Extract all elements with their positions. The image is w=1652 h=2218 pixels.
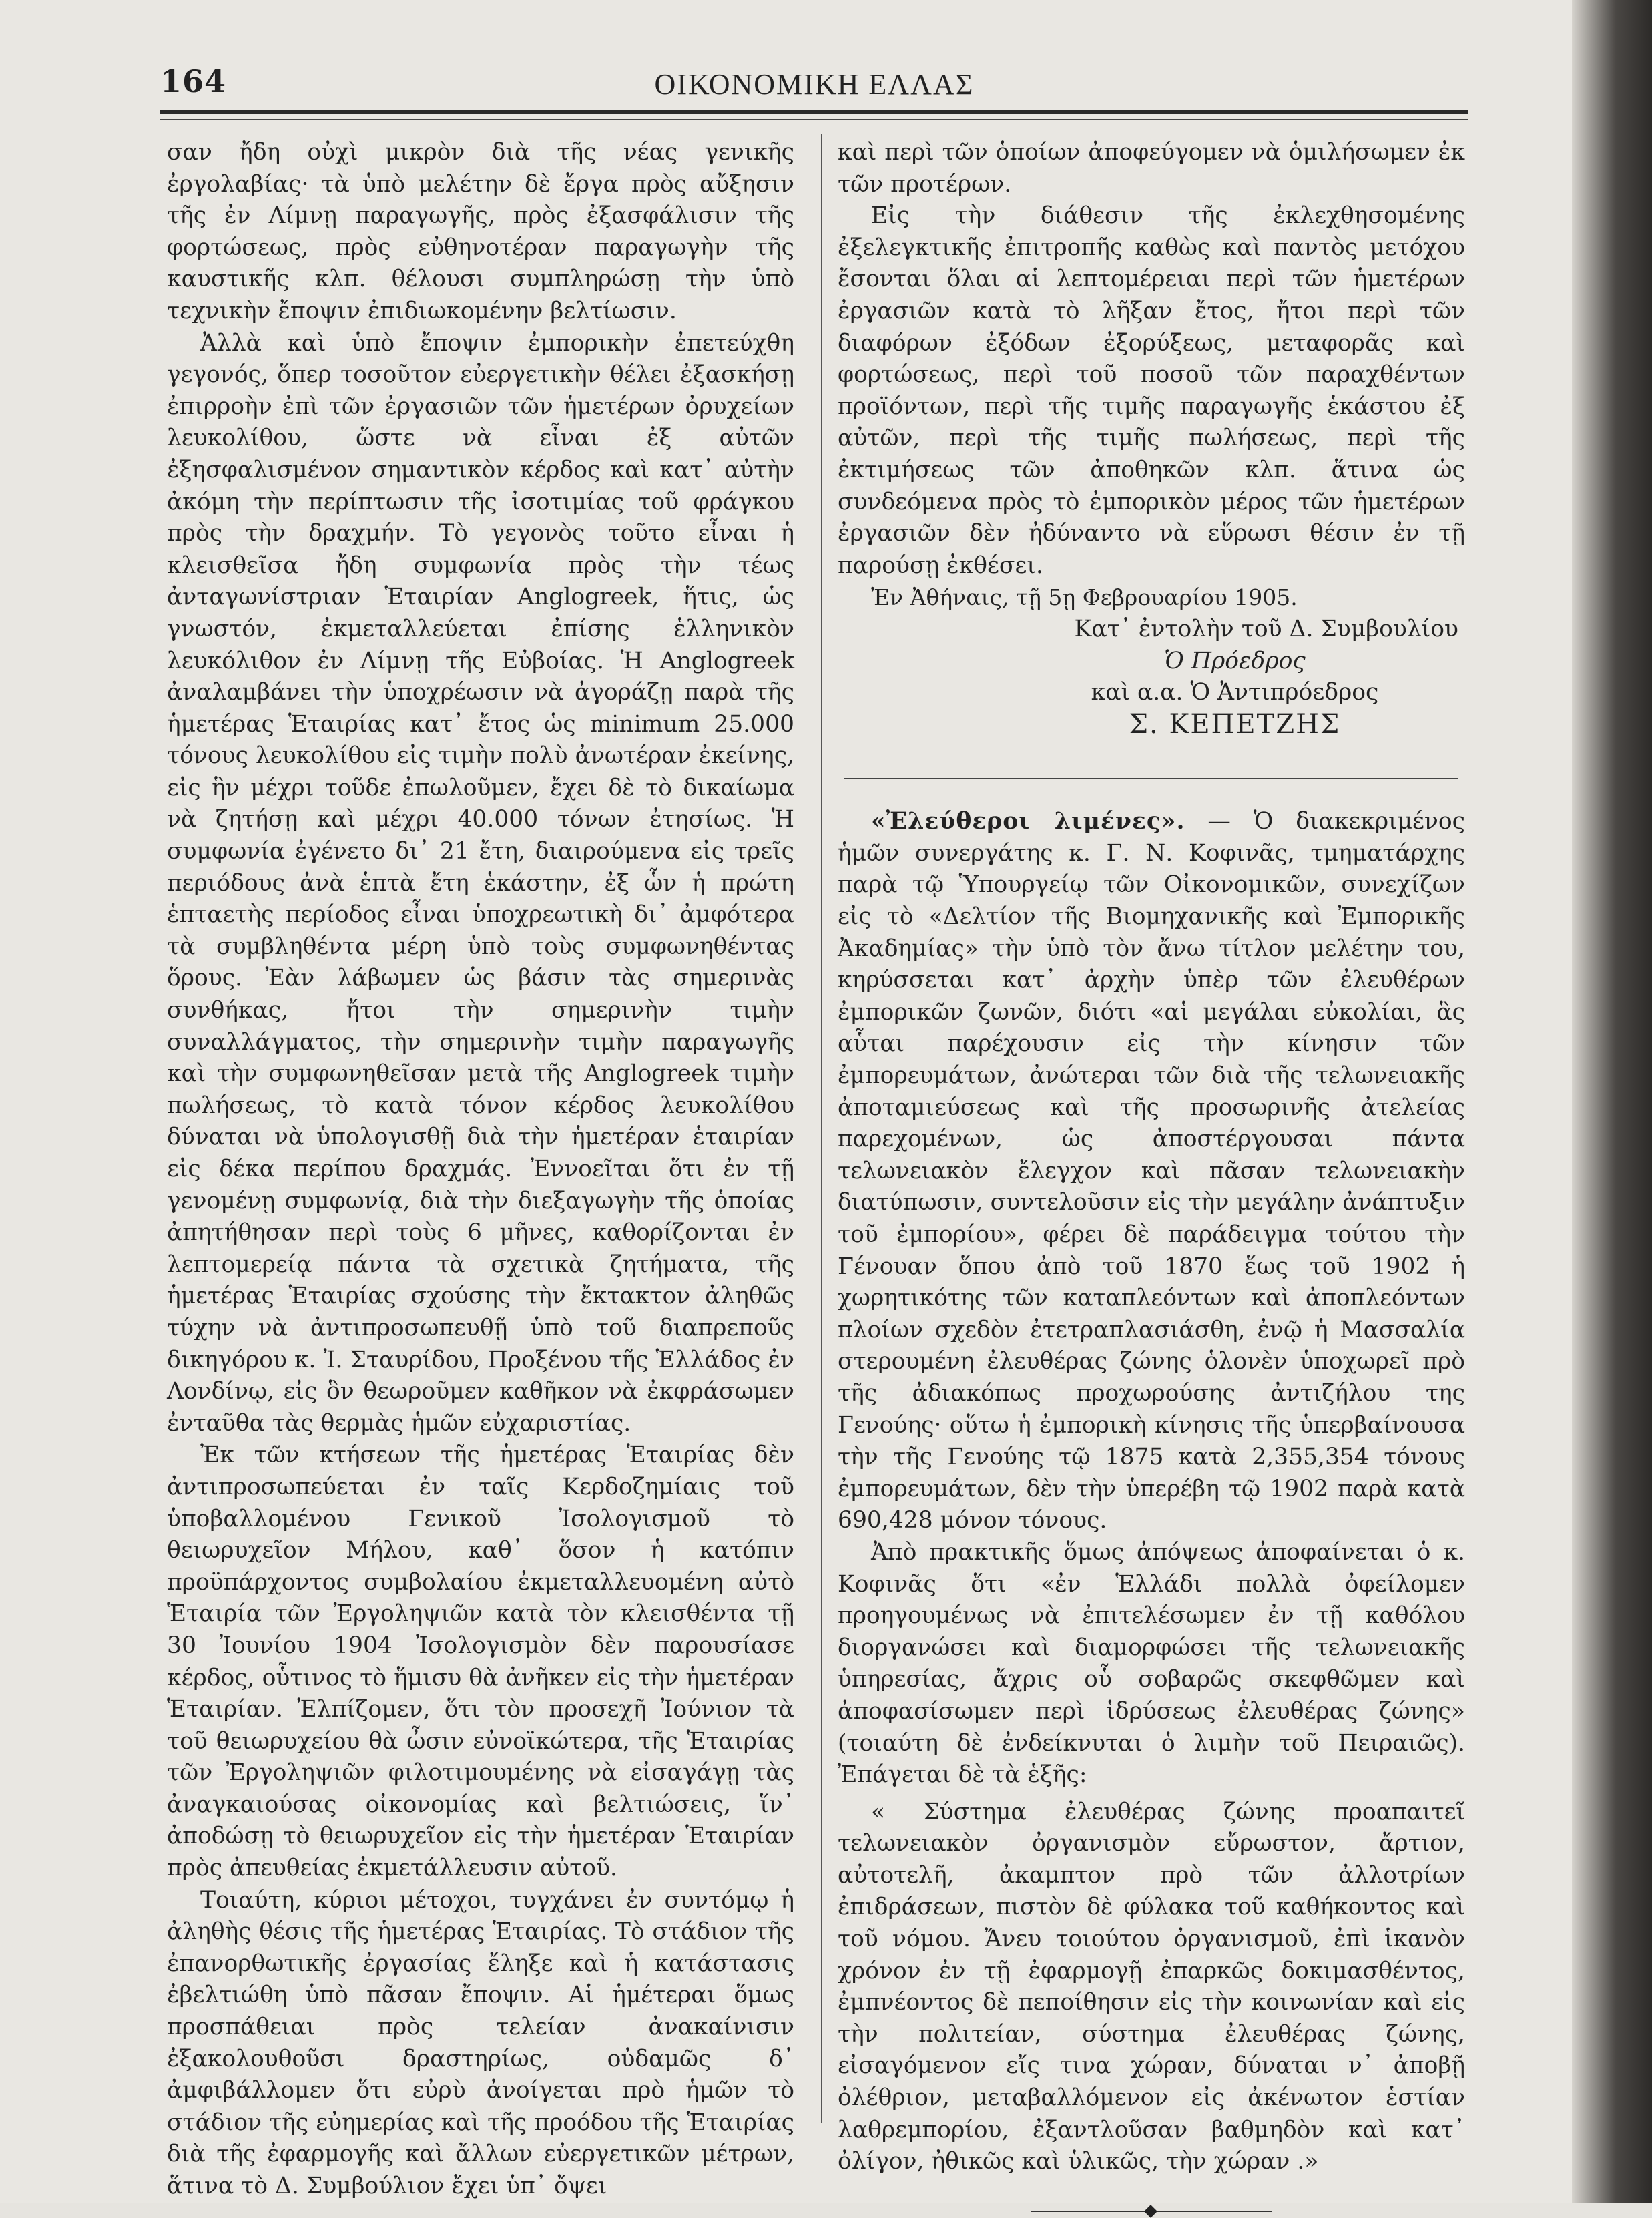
left-paragraph: Ἐκ τῶν κτήσεων τῆς ἡμετέρας Ἑταιρίας δὲν ἀντιπροσωπεύεται ἐν ταῖς Κερδοζημίαις τοῦ ὑποβαλλομένου Γενικοῦ Ἰσολογισμοῦ τὸ θειωρυχεῖον Μήλου, καθ᾽ ὅσον ἡ κατόπιν προϋπάρχοντος συμβολαίου ἐκμεταλλευομένη αὐτὸ Ἑταιρία τῶν Ἐργοληψιῶν κατὰ τὸν κλεισθέντα τῇ 30 Ἰουνίου 1904 Ἰσολογισμὸν δὲν παρουσίασε κέρδος, οὗτινος τὸ ἥμισυ θὰ ἀνῆκεν εἰς τὴν ἡμετέραν Ἑταιρίαν. Ἐλπίζομεν, ὅτι τὸν προσεχῆ Ἰούνιον τὰ τοῦ θειωρυχείου θὰ ὦσιν εὐνοϊκώτερα, τῆς Ἑταιρίας τῶν Ἐργοληψιῶν φιλοτιμουμένης νὰ εἰσαγάγῃ τὰς ἀναγκαιούσας οἰκονομίας καὶ βελτιώσεις, ἵν᾽ ἀποδώσῃ τὸ θειωρυχεῖον εἰς τὴν ἡμετέραν Ἑταιρίαν πρὸς ἀπευθείας ἐκμετάλλευσιν αὐτοῦ.	[167, 1441, 794, 1882]
dateline: Ἐν Ἀθήναις, τῇ 5ῃ Φεβρουαρίου 1905.	[871, 584, 1298, 611]
section-separator	[844, 778, 1458, 779]
signature-deputy: καὶ α.α. Ὁ Ἀντιπρόεδρος	[1091, 679, 1379, 706]
signature-mandate: Κατ᾽ ἐντολὴν τοῦ Δ. Συμβουλίου	[1074, 615, 1458, 642]
section-title: «Ἐλεύθεροι λιμένες».	[871, 808, 1185, 835]
running-title: ΟΙΚΟΝΟΜΙΚΗ ΕΛΛΑΣ	[654, 68, 975, 101]
ornament-diamond	[1144, 2205, 1157, 2218]
page-header	[160, 63, 1468, 117]
right-paragraph: Εἰς τὴν διάθεσιν τῆς ἐκλεχθησομένης ἐξελεγκτικῆς ἐπιτροπῆς καθὼς καὶ παντὸς μετόχου ἔσονται ὅλαι αἱ λεπτομέρειαι περὶ τῶν ἡμετέρων ἐργασιῶν κατὰ τὸ λῆξαν ἔτος, ἤτοι περὶ τῶν διαφόρων ἐξόδων ἐξορύξεως, μεταφορᾶς καὶ φορτώσεως, περὶ τοῦ ποσοῦ τῶν παραχθέντων προϊόντων, περὶ τῆς τιμῆς παραγωγῆς ἑκάστου ἐξ αὐτῶν, περὶ τῆς τιμῆς πωλήσεως, περὶ τῆς ἐκτιμήσεως τῶν ἀποθηκῶν κλπ. ἅτινα ὡς συνδεόμενα πρὸς τὸ ἐμπορικὸν μέρος τῶν ἡμετέρων ἐργασιῶν δὲν ἠδύναντο νὰ εὕρωσι θέσιν ἐν τῇ παρούσῃ ἐκθέσει.	[838, 202, 1465, 579]
signature-name: Σ. ΚΕΠΕΤΖΗΣ	[1129, 708, 1341, 740]
end-ornament	[1031, 2205, 1272, 2218]
header-rule-thin	[160, 119, 1468, 120]
left-column	[167, 137, 794, 2203]
right-paragraph: καὶ περὶ τῶν ὁποίων ἀποφεύγομεν νὰ ὁμιλήσωμεν ἐκ τῶν προτέρων.	[838, 139, 1465, 198]
page-number: 164	[160, 63, 227, 99]
left-paragraph: σαν ἤδη οὐχὶ μικρὸν διὰ τῆς νέας γενικῆς ἐργολαβίας· τὰ ὑπὸ μελέτην δὲ ἔργα πρὸς αὔξησιν τῆς ἐν Λίμνῃ παραγωγῆς, πρὸς ἐξασφάλισιν τῆς φορτώσεως, πρὸς εὐθηνοτέραν παραγωγὴν τῆς καυστικῆς κλπ. θέλουσι συμπληρώσῃ τὴν ὑπὸ τεχνικὴν ἔποψιν ἐπιδιωκομένην βελτίωσιν.	[167, 139, 794, 324]
signature-title: Ὁ Πρόεδρος	[1164, 647, 1306, 674]
right-column	[838, 137, 1465, 2218]
page-edge-shadow	[1572, 0, 1652, 2203]
quote-paragraph: « Σύστημα ἐλευθέρας ζώνης προαπαιτεῖ τελωνειακὸν ὀργανισμὸν εὔρωστον, ἄρτιον, αὐτοτελῆ, ἀκαμπτον πρὸ τῶν ἀλλοτρίων ἐπιδράσεων, πιστὸν δὲ φύλακα τοῦ καθήκοντος καὶ τοῦ νόμου. Ἄνευ τοιούτου ὀργανισμοῦ, ἐπὶ ἱκανὸν χρόνον ἐν τῇ ἐφαρμογῇ ἐπαρκῶς δοκιμασθέντος, ἐμπνέοντος δὲ πεποίθησιν εἰς τὴν κοινωνίαν καὶ εἰς τὴν πολιτείαν, σύστημα ἐλευθέρας ζώνης, εἰσαγόμενον εἴς τινα χώραν, δύναται ν᾽ ἀποβῇ ὀλέθριον, μεταβαλλόμενον εἰς ἀκένωτον ἑστίαν λαθρεμπορίου, ἐξαντλοῦσαν βαθμηδὸν καὶ κατ᾽ ὀλίγον, ἠθικῶς καὶ ὑλικῶς, τὴν χώραν .»	[838, 1798, 1465, 2175]
header-rule-thick	[160, 110, 1468, 114]
left-paragraph: Ἀλλὰ καὶ ὑπὸ ἔποψιν ἐμπορικὴν ἐπετεύχθη γεγονός, ὅπερ τοσοῦτον εὐεργετικὴν θέλει ἐξασκήσῃ ἐπιρροὴν ἐπὶ τῶν ἐργασιῶν τῶν ἡμετέρων ὀρυχείων λευκολίθου, ὥστε νὰ εἶναι ἐξ αὐτῶν ἐξησφαλισμένον σημαντικὸν κέρδος καὶ κατ᾽ αὐτὴν ἀκόμη τὴν περίπτωσιν τῆς ἰσοτιμίας τοῦ φράγκου πρὸς τὴν δραχμήν. Τὸ γεγονὸς τοῦτο εἶναι ἡ κλεισθεῖσα ἤδη συμφωνία πρὸς τὴν τέως ἀνταγωνίστριαν Ἑταιρίαν Anglogreek, ἥτις, ὡς γνωστόν, ἐκμεταλλεύεται ἐπίσης ἑλληνικὸν λευκόλιθον ἐν Λίμνῃ τῆς Εὐβοίας. Ἡ Anglogreek ἀναλαμβάνει τὴν ὑποχρέωσιν νὰ ἀγοράζῃ παρὰ τῆς ἡμετέρας Ἑταιρίας κατ᾽ ἔτος ὡς minimum 25.000 τόνους λευκολίθου εἰς τιμὴν πολὺ ἀνωτέραν ἐκείνης, εἰς ἣν μέχρι τοῦδε ἐπωλοῦμεν, ἔχει δὲ τὸ δικαίωμα νὰ ζητήσῃ καὶ μέχρι 40.000 τόνων ἐτησίως. Ἡ συμφωνία ἐγένετο δι᾽ 21 ἔτη, διαιρούμενα εἰς τρεῖς περιόδους ἀνὰ ἑπτὰ ἔτη ἑκάστην, ἐξ ὧν ἡ πρώτη ἑπταετὴς περίοδος εἶναι ὑποχρεωτικὴ δι᾽ ἀμφότερα τὰ συμβληθέντα μέρη ὑπὸ τοὺς συμφωνηθέντας ὅρους. Ἐὰν λάβωμεν ὡς βάσιν τὰς σημερινὰς συνθήκας, ἤτοι τὴν σημερινὴν τιμὴν συναλλάγματος, τὴν σημερινὴν τιμὴν παραγωγῆς καὶ τὴν συμφωνηθεῖσαν μετὰ τῆς Anglogreek τιμὴν πωλήσεως, τὸ κατὰ τόνον κέρδος λευκολίθου δύναται νὰ ὑπολογισθῇ διὰ τὴν ἡμετέραν ἑταιρίαν εἰς δέκα περίπου δραχμάς. Ἐννοεῖται ὅτι ἐν τῇ γενομένῃ συμφωνίᾳ, διὰ τὴν διεξαγωγὴν τῆς ὁποίας ἀπητήθησαν περὶ τοὺς 6 μῆνες, καθορίζονται ἐν λεπτομερείᾳ πάντα τὰ σχετικὰ ζητήματα, τῆς ἡμετέρας Ἑταιρίας σχούσης τὴν ἔκτακτον ἀληθῶς τύχην νὰ ἀντιπροσωπευθῇ ὑπὸ τοῦ διαπρεποῦς δικηγόρου κ. Ἰ. Σταυρίδου, Προξένου τῆς Ἑλλάδος ἐν Λονδίνῳ, εἰς ὃν θεωροῦμεν καθῆκον νὰ ἐκφράσωμεν ἐνταῦθα τὰς θερμὰς ἡμῶν εὐχαριστίας.	[167, 329, 794, 1437]
section-paragraph: Ἀπὸ πρακτικῆς ὅμως ἀπόψεως ἀποφαίνεται ὁ κ. Κοφινᾶς ὅτι «ἐν Ἑλλάδι πολλὰ ὀφείλομεν προηγουμένως νὰ ἐπιτελέσωμεν ἐν τῇ καθόλου διοργανώσει καὶ διαμορφώσει τῆς τελωνειακῆς ὑπηρεσίας, ἄχρις οὗ σοβαρῶς σκεφθῶμεν καὶ ἀποφασίσωμεν περὶ ἱδρύσεως ἐλευθέρας ζώνης» (τοιαύτη δὲ ἐνδείκνυται ὁ λιμὴν τοῦ Πειραιῶς). Ἐπάγεται δὲ τὰ ἑξῆς:	[838, 1538, 1465, 1789]
signature-block	[838, 614, 1465, 740]
section-paragraph	[838, 806, 1465, 1537]
left-paragraph: Τοιαύτη, κύριοι μέτοχοι, τυγχάνει ἐν συντόμῳ ἡ ἀληθὴς θέσις τῆς ἡμετέρας Ἑταιρίας. Τὸ στάδιον τῆς ἐπανορθωτικῆς ἐργασίας ἔληξε καὶ ἡ κατάστασις ἐβελτιώθη ὑπὸ πᾶσαν ἔποψιν. Αἱ ἡμέτεραι ὅμως προσπάθειαι πρὸς τελείαν ἀνακαίνισιν ἐξακολουθοῦσι δραστηρίως, οὐδαμῶς δ᾽ ἀμφιβάλλομεν ὅτι εὐρὺ ἀνοίγεται πρὸ ἡμῶν τὸ στάδιον τῆς εὐημερίας καὶ τῆς προόδου τῆς Ἑταιρίας διὰ τῆς ἐφαρμογῆς καὶ ἄλλων εὐεργετικῶν μέτρων, ἅτινα τὸ Δ. Συμβούλιον ἔχει ὑπ᾽ ὄψει	[167, 1886, 794, 2199]
section-text: — Ὁ διακεκριμένος ἡμῶν συνεργάτης κ. Γ. Ν. Κοφινᾶς, τμηματάρχης παρὰ τῷ Ὑπουργείῳ τῶν Οἰκονομικῶν, συνεχίζων εἰς τὸ «Δελτίον τῆς Βιομηχανικῆς καὶ Ἐμπορικῆς Ἀκαδημίας» τὴν ὑπὸ τὸν ἄνω τίτλον μελέτην του, κηρύσσεται κατ᾽ ἀρχὴν ὑπὲρ τῶν ἐλευθέρων ἐμπορικῶν ζωνῶν, διότι «αἱ μεγάλαι εὐκολίαι, ἃς αὗται παρέχουσιν εἰς τὴν κίνησιν τῶν ἐμπορευμάτων, ἀνώτεραι τῶν διὰ τῆς τελωνειακῆς ἀποταμιεύσεως καὶ τῆς προσωρινῆς ἀτελείας παρεχομένων, ὡς ἀποστέργουσαι πάντα τελωνειακὸν ἔλεγχον καὶ πᾶσαν τελωνειακὴν διατύπωσιν, συντελοῦσιν εἰς τὴν μεγάλην ἀνάπτυξιν τοῦ ἐμπορίου», φέρει δὲ παράδειγμα τούτου τὴν Γένουαν ὅπου ἀπὸ τοῦ 1870 ἕως τοῦ 1902 ἡ χωρητικότης τῶν καταπλεόντων καὶ ἀποπλεόντων πλοίων σχεδὸν ἐτετραπλασιάσθη, ἐνῷ ἡ Μασσαλία στερουμένη ἐλευθέρας ζώνης ὁλονὲν ὑποχωρεῖ πρὸ τῆς ἀδιακόπως προχωρούσης ἀντιζήλου της Γενούης· οὕτω ἡ ἐμπορικὴ κίνησις τῆς ὑπερβαίνουσα τὴν τῆς Γενούης τῷ 1875 κατὰ 2,355,354 τόνους ἐμπορευμάτων, δὲν τὴν ὑπερέβη τῷ 1902 παρὰ κατὰ 690,428 μόνον τόνους.	[838, 808, 1465, 1534]
column-divider	[821, 134, 822, 2123]
